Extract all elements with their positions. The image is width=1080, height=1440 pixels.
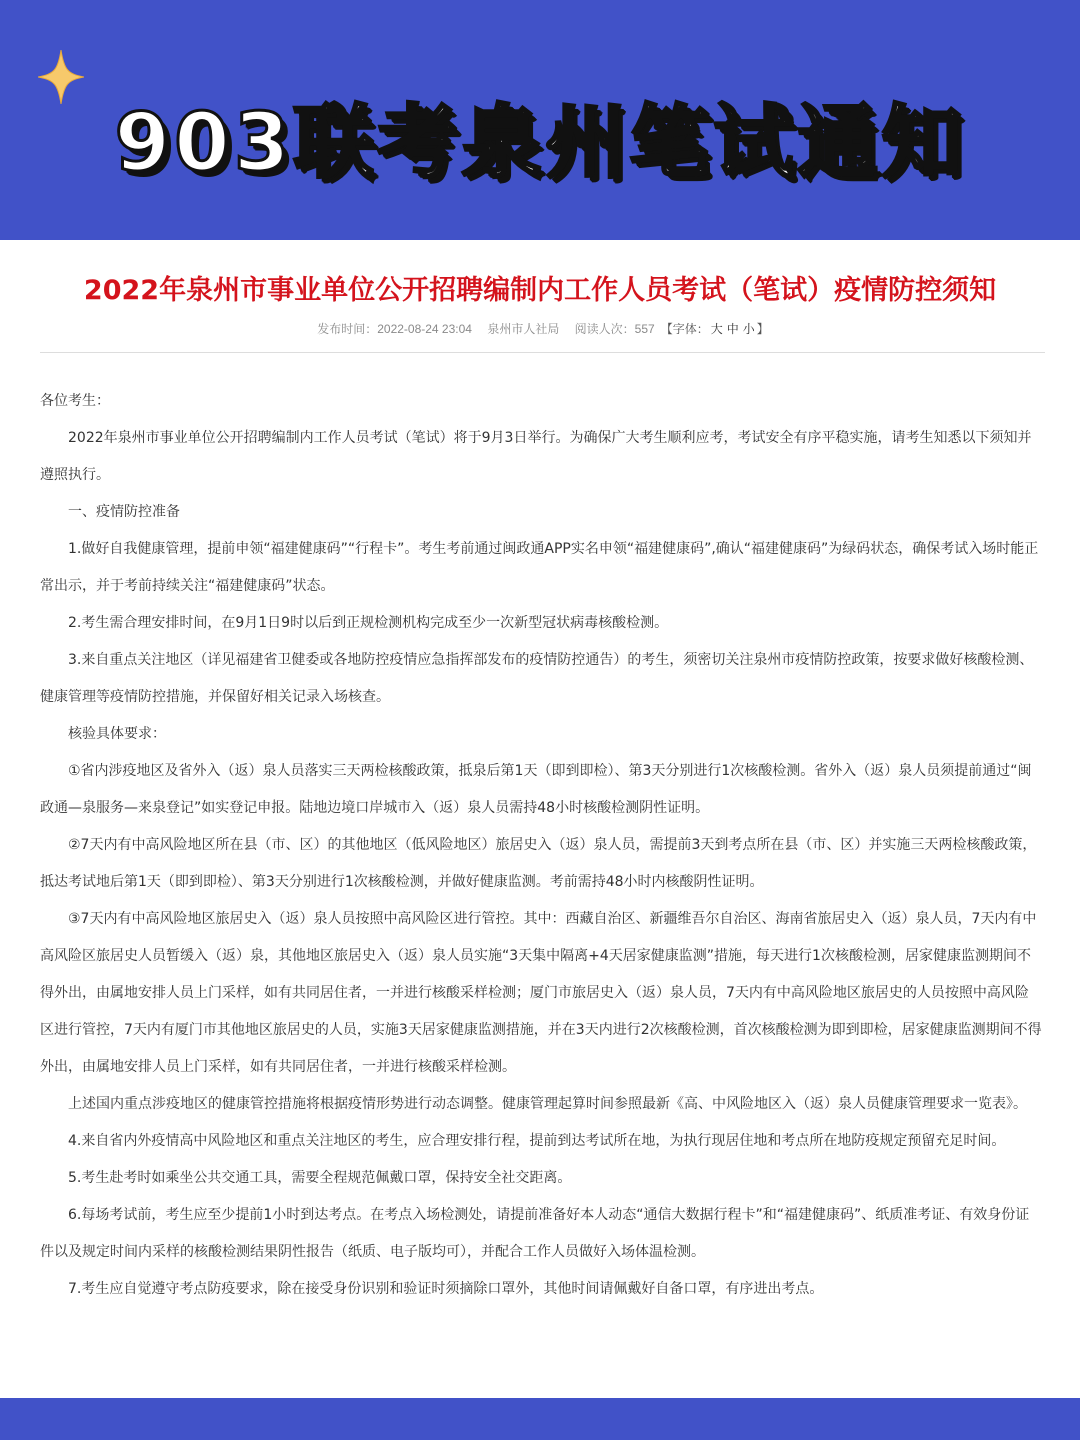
paragraph: 7.考生应自觉遵守考点防疫要求，除在接受身份识别和验证时须摘除口罩外，其他时间请佩戴好自备口罩，有序进出考点。 <box>68 1281 824 1297</box>
paragraph: 6.每场考试前，考生应至少提前1小时到达考点。在考点入场检测处，请提前准备好本人动态“通信大数据行程卡”和“福建健康码”、纸质准考证、有效身份证件以及规定时间内采样的核酸检测结果阴性报告（纸质、电子版均可），并配合工作人员做好入场体温检测。 <box>40 1207 1030 1260</box>
article-title: 2022年泉州市事业单位公开招聘编制内工作人员考试（笔试）疫情防控须知 <box>83 275 997 306</box>
paragraph: 4.来自省内外疫情高中风险地区和重点关注地区的考生，应合理安排行程，提前到达考试所在地，为执行现居住地和考点所在地防疫规定预留充足时间。 <box>68 1133 1006 1149</box>
paragraph: 1.做好自我健康管理，提前申领“福建健康码”“行程卡”。考生考前通过闽政通APP实名申领“福建健康码”,确认“福建健康码”为绿码状态，确保考试入场时能正常出示，并于考前持续关注“福建健康码”状态。 <box>40 541 1039 594</box>
paragraph: ①省内涉疫地区及省外入（返）泉人员落实三天两检核酸政策，抵泉后第1天（即到即检）、第3天分别进行1次核酸检测。省外入（返）泉人员须提前通过“闽政通—泉服务—来泉登记”如实登记申报。陆地边境口岸城市入（返）泉人员需持48小时核酸检测阴性证明。 <box>40 763 1032 816</box>
font-size-label: 【字体： <box>660 322 709 336</box>
footer-band <box>0 1398 1080 1440</box>
paragraph: ②7天内有中高风险地区所在县（市、区）的其他地区（低风险地区）旅居史入（返）泉人员，需提前3天到考点所在县（市、区）并实施三天两检核酸政策，抵达考试地后第1天（即到即检）、第3天分别进行1次核酸检测，并做好健康监测。考前需持48小时内核酸阴性证明。 <box>40 837 1037 890</box>
banner-title: 903联考泉州笔试通知 <box>114 96 966 189</box>
paragraph: 2.考生需合理安排时间，在9月1日9时以后到正规检测机构完成至少一次新型冠状病毒核酸检测。 <box>68 615 669 631</box>
paragraph: 2022年泉州市事业单位公开招聘编制内工作人员考试（笔试）将于9月3日举行。为确保广大考生顺利应考，考试安全有序平稳实施，请考生知悉以下须知并遵照执行。 <box>40 430 1032 483</box>
view-count: 阅读人次：557 <box>574 322 655 336</box>
article-source: 泉州市人社局 <box>487 322 560 336</box>
font-size-medium-link[interactable]: 中 <box>726 322 739 336</box>
salutation: 各位考生： <box>40 393 110 409</box>
paragraph: 上述国内重点涉疫地区的健康管控措施将根据疫情形势进行动态调整。健康管理起算时间参照最新《高、中风险地区入（返）泉人员健康管理要求一览表》。 <box>68 1096 1027 1112</box>
paragraph: ③7天内有中高风险地区旅居史入（返）泉人员按照中高风险区进行管控。其中：西藏自治区、新疆维吾尔自治区、海南省旅居史入（返）泉人员，7天内有中高风险区旅居史人员暂缓入（返）泉，其他地区旅居史入（返）泉人员实施“3天集中隔离+4天居家健康监测”措施，每天进行1次核酸检测，居家健康监测期间不得外出，由属地安排人员上门采样，如有共同居住者，一并进行核酸采样检测；厦门市旅居史入（返）泉人员，7天内有中高风险地区旅居史的人员按照中高风险区进行管控，7天内有厦门市其他地区旅居史的人员，实施3天居家健康监测措施，并在3天内进行2次核酸检测，首次核酸检测为即到即检，居家健康监测期间不得外出，由属地安排人员上门采样，如有共同居住者，一并进行核酸采样检测。 <box>40 911 1042 1075</box>
banner <box>0 0 1080 240</box>
font-size-large-link[interactable]: 大 <box>710 322 723 336</box>
font-size-label-close: 】 <box>756 322 769 336</box>
divider <box>40 352 1045 353</box>
section-heading: 一、疫情防控准备 <box>68 504 180 520</box>
article-body <box>40 383 1042 1308</box>
paragraph: 5.考生赴考时如乘坐公共交通工具，需要全程规范佩戴口罩，保持安全社交距离。 <box>68 1170 572 1186</box>
sub-heading: 核验具体要求： <box>68 726 166 742</box>
font-size-small-link[interactable]: 小 <box>742 322 755 336</box>
article-meta <box>0 320 1080 337</box>
notice-document <box>0 240 1080 1398</box>
paragraph: 3.来自重点关注地区（详见福建省卫健委或各地防控疫情应急指挥部发布的疫情防控通告）的考生，须密切关注泉州市疫情防控政策，按要求做好核酸检测、健康管理等疫情防控措施，并保留好相关记录入场核查。 <box>40 652 1034 705</box>
publish-time: 发布时间：2022-08-24 23:04 <box>317 322 472 336</box>
